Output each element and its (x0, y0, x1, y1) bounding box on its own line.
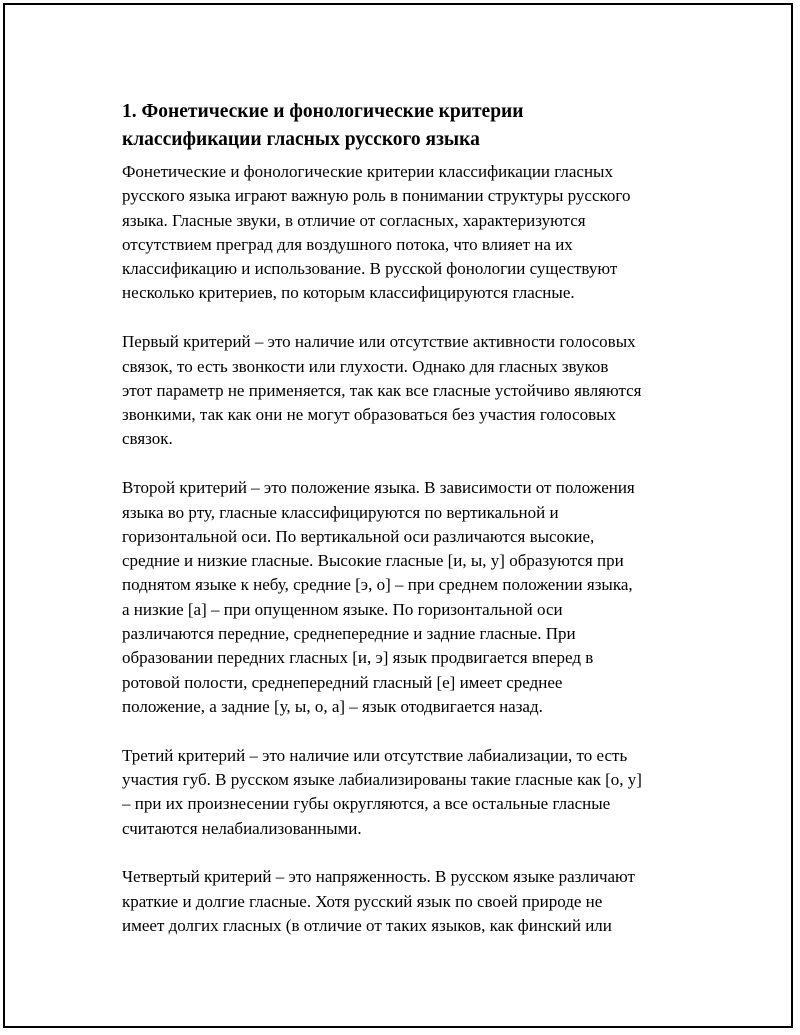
text-line: Второй критерий – это положение языка. В зависимости от положения (122, 478, 635, 498)
text-line: русского языка играют важную роль в понимании структуры русского (122, 186, 631, 206)
title-line: классификации гласных русского языка (122, 129, 480, 150)
paragraph-third-criterion (122, 744, 694, 841)
paragraph-second-criterion (122, 476, 694, 719)
text-line: положение, а задние [у, ы, о, а] – язык отодвигается назад. (122, 696, 543, 716)
text-line: Четвертый критерий – это напряженность. В русском языке различают (122, 867, 635, 887)
text-line: – при их произнесении губы округляются, а все остальные гласные (122, 794, 611, 814)
text-line: языка. Гласные звуки, в отличие от согласных, характеризуются (122, 210, 586, 230)
paragraph-intro (122, 160, 694, 306)
text-line: краткие и долгие гласные. Хотя русский язык по своей природе не (122, 891, 603, 911)
text-line: Фонетические и фонологические критерии классификации гласных (122, 162, 613, 181)
text-line: образовании передних гласных [и, э] язык продвигается вперед в (122, 648, 594, 668)
text-line: средние и низкие гласные. Высокие гласные [и, ы, у] образуются при (122, 551, 624, 571)
text-line: этот параметр не применяется, так как все гласные устойчиво являются (122, 380, 642, 400)
paragraph-fourth-criterion (122, 865, 694, 938)
text-line: связок. (122, 429, 173, 449)
text-line: имеет долгих гласных (в отличие от таких языков, как финский или (122, 916, 612, 936)
title-line: 1. Фонетические и фонологические критерии (122, 101, 524, 122)
text-line: связок, то есть звонкости или глухости. Однако для гласных звуков (122, 356, 609, 376)
text-line: поднятом языке к небу, средние [э, о] – при среднем положении языка, (122, 575, 633, 595)
section-title (122, 98, 694, 154)
text-line: звонкими, так как они не могут образоваться без участия голосовых (122, 405, 617, 425)
document-body (122, 98, 694, 963)
text-line: отсутствием преград для воздушного потока, что влияет на их (122, 234, 573, 254)
text-line: различаются передние, среднепередние и задние гласные. При (122, 624, 576, 644)
text-line: Третий критерий – это наличие или отсутствие лабиализации, то есть (122, 745, 628, 765)
text-line: горизонтальной оси. По вертикальной оси различаются высокие, (122, 526, 595, 546)
page-frame (3, 3, 793, 1028)
text-line: ротовой полости, среднепередний гласный [е] имеет среднее (122, 672, 563, 692)
text-line: считаются нелабиализованными. (122, 818, 362, 838)
text-line: несколько критериев, по которым классифицируются гласные. (122, 283, 575, 303)
text-line: языка во рту, гласные классифицируются по вертикальной и (122, 502, 559, 522)
paragraph-first-criterion (122, 330, 694, 451)
text-line: Первый критерий – это наличие или отсутствие активности голосовых (122, 332, 636, 352)
text-line: участия губ. В русском языке лабиализированы такие гласные как [о, у] (122, 770, 642, 790)
text-line: а низкие [а] – при опущенном языке. По горизонтальной оси (122, 599, 563, 619)
text-line: классификацию и использование. В русской фонологии существуют (122, 259, 618, 279)
